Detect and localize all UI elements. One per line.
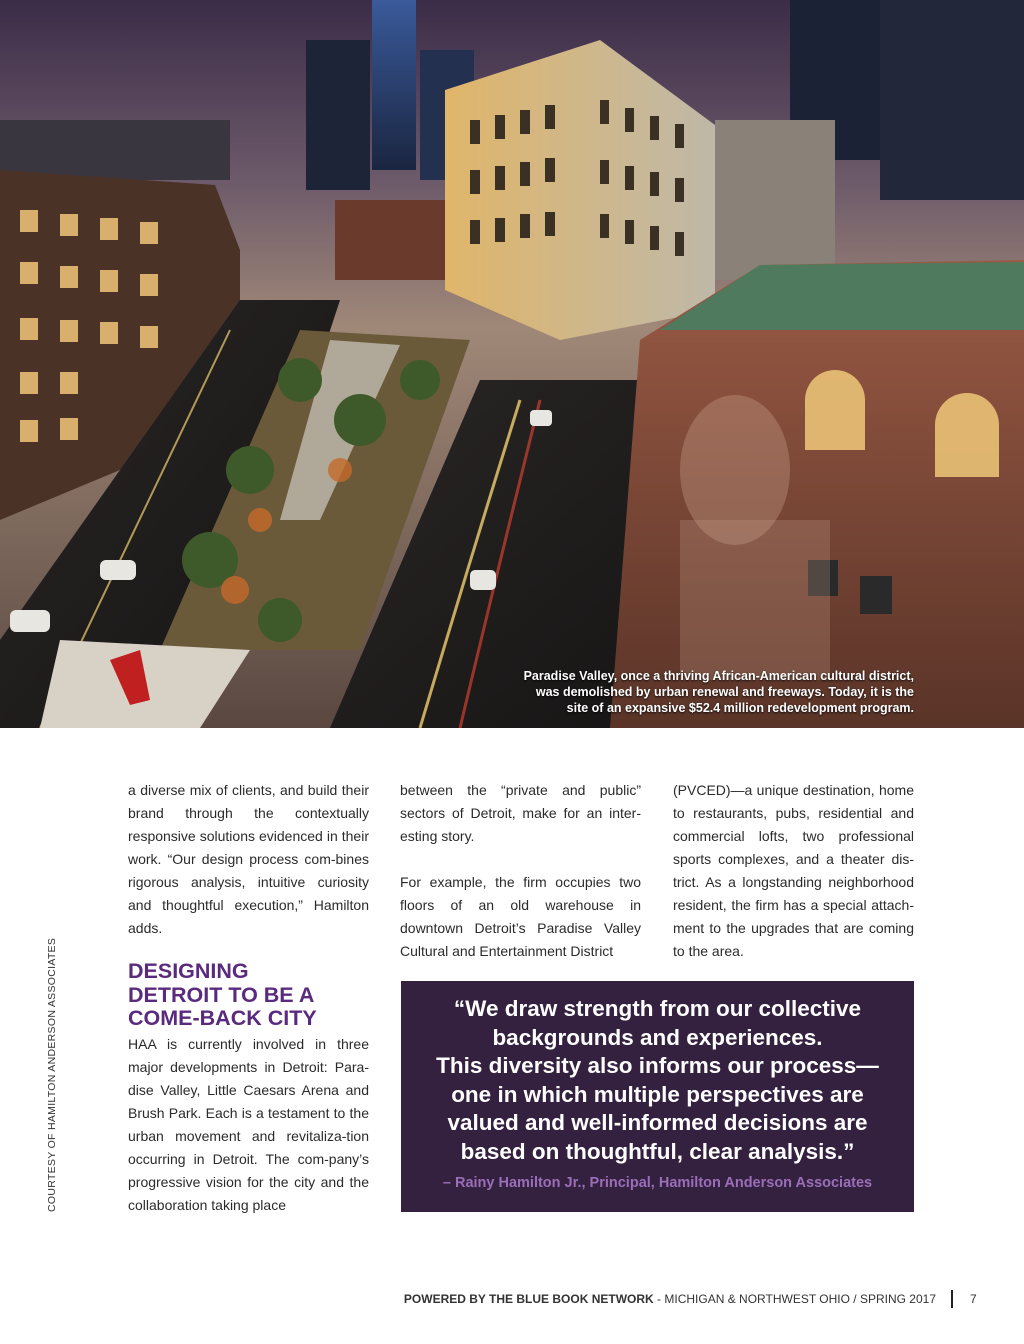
paragraph: (PVCED)—a unique destination, home to restaurants, pubs, residential and commercial lofts, two professional sports complexes, and a theater dis-trict. As a longstanding neighborhood resident, the firm has a special attach-ment to the upgrades that are coming to the area. xyxy=(673,782,914,959)
quote-line: This diversity also informs our process— xyxy=(436,1053,879,1078)
paragraph: For example, the firm occupies two floors of an old warehouse in downtown Detroit’s Paradise Valley Cultural and Entertainment District xyxy=(400,874,641,959)
quote-attribution: – Rainy Hamilton Jr., Principal, Hamilton Anderson Associates xyxy=(442,1175,873,1191)
photo-caption xyxy=(494,668,914,716)
footer-divider xyxy=(951,1290,953,1308)
paragraph: HAA is currently involved in three major developments in Detroit: Para-dise Valley, Little Caesars Arena and Brush Park. Each is a testament to the urban movement and revitaliza-tion occurring in Detroit. The com-pany’s progressive vision for the city and the collaboration taking place xyxy=(128,1036,369,1213)
caption-line: Paradise Valley, once a thriving African-American cultural district, xyxy=(523,669,914,683)
article-column-2 xyxy=(400,779,641,963)
heading-line: COME-BACK CITY xyxy=(128,1006,317,1030)
page-footer xyxy=(404,1292,936,1306)
caption-line: was demolished by urban renewal and freeways. Today, it is the xyxy=(535,685,914,699)
quote-line: based on thoughtful, clear analysis.” xyxy=(460,1138,855,1164)
article-column-3 xyxy=(673,779,914,963)
heading-line: DESIGNING xyxy=(128,959,249,983)
heading-line: DETROIT TO BE A xyxy=(128,982,315,1007)
quote-line: one in which multiple perspectives are xyxy=(451,1081,864,1107)
quote-text xyxy=(401,995,914,1166)
pull-quote xyxy=(401,981,914,1212)
paragraph: a diverse mix of clients, and build their brand through the contextually responsive solutions evidenced in their work. “Our design process com-bines rigorous analysis, intuitive curiosity and thoughtful execution,” Hamilton adds. xyxy=(128,782,369,936)
quote-line: valued and well-informed decisions are xyxy=(447,1110,868,1135)
page-number: 7 xyxy=(970,1292,977,1306)
caption-line: site of an expansive $52.4 million redevelopment program. xyxy=(566,701,914,715)
footer-brand: POWERED BY THE BLUE BOOK NETWORK xyxy=(403,1292,654,1306)
quote-line: backgrounds and experiences. xyxy=(492,1024,823,1050)
quote-line: “We draw strength from our collective xyxy=(453,996,862,1021)
footer-publication: - MICHIGAN & NORTHWEST OHIO / SPRING 2017 xyxy=(653,1292,936,1306)
article-column-1 xyxy=(128,779,369,940)
photo-credit: COURTESY OF HAMILTON ANDERSON ASSOCIATES xyxy=(46,937,58,1212)
paragraph: between the “private and public” sectors of Detroit, make for an inter-esting story. xyxy=(400,782,641,844)
section-heading xyxy=(128,960,378,1031)
article-column-1-continued xyxy=(128,1033,369,1217)
